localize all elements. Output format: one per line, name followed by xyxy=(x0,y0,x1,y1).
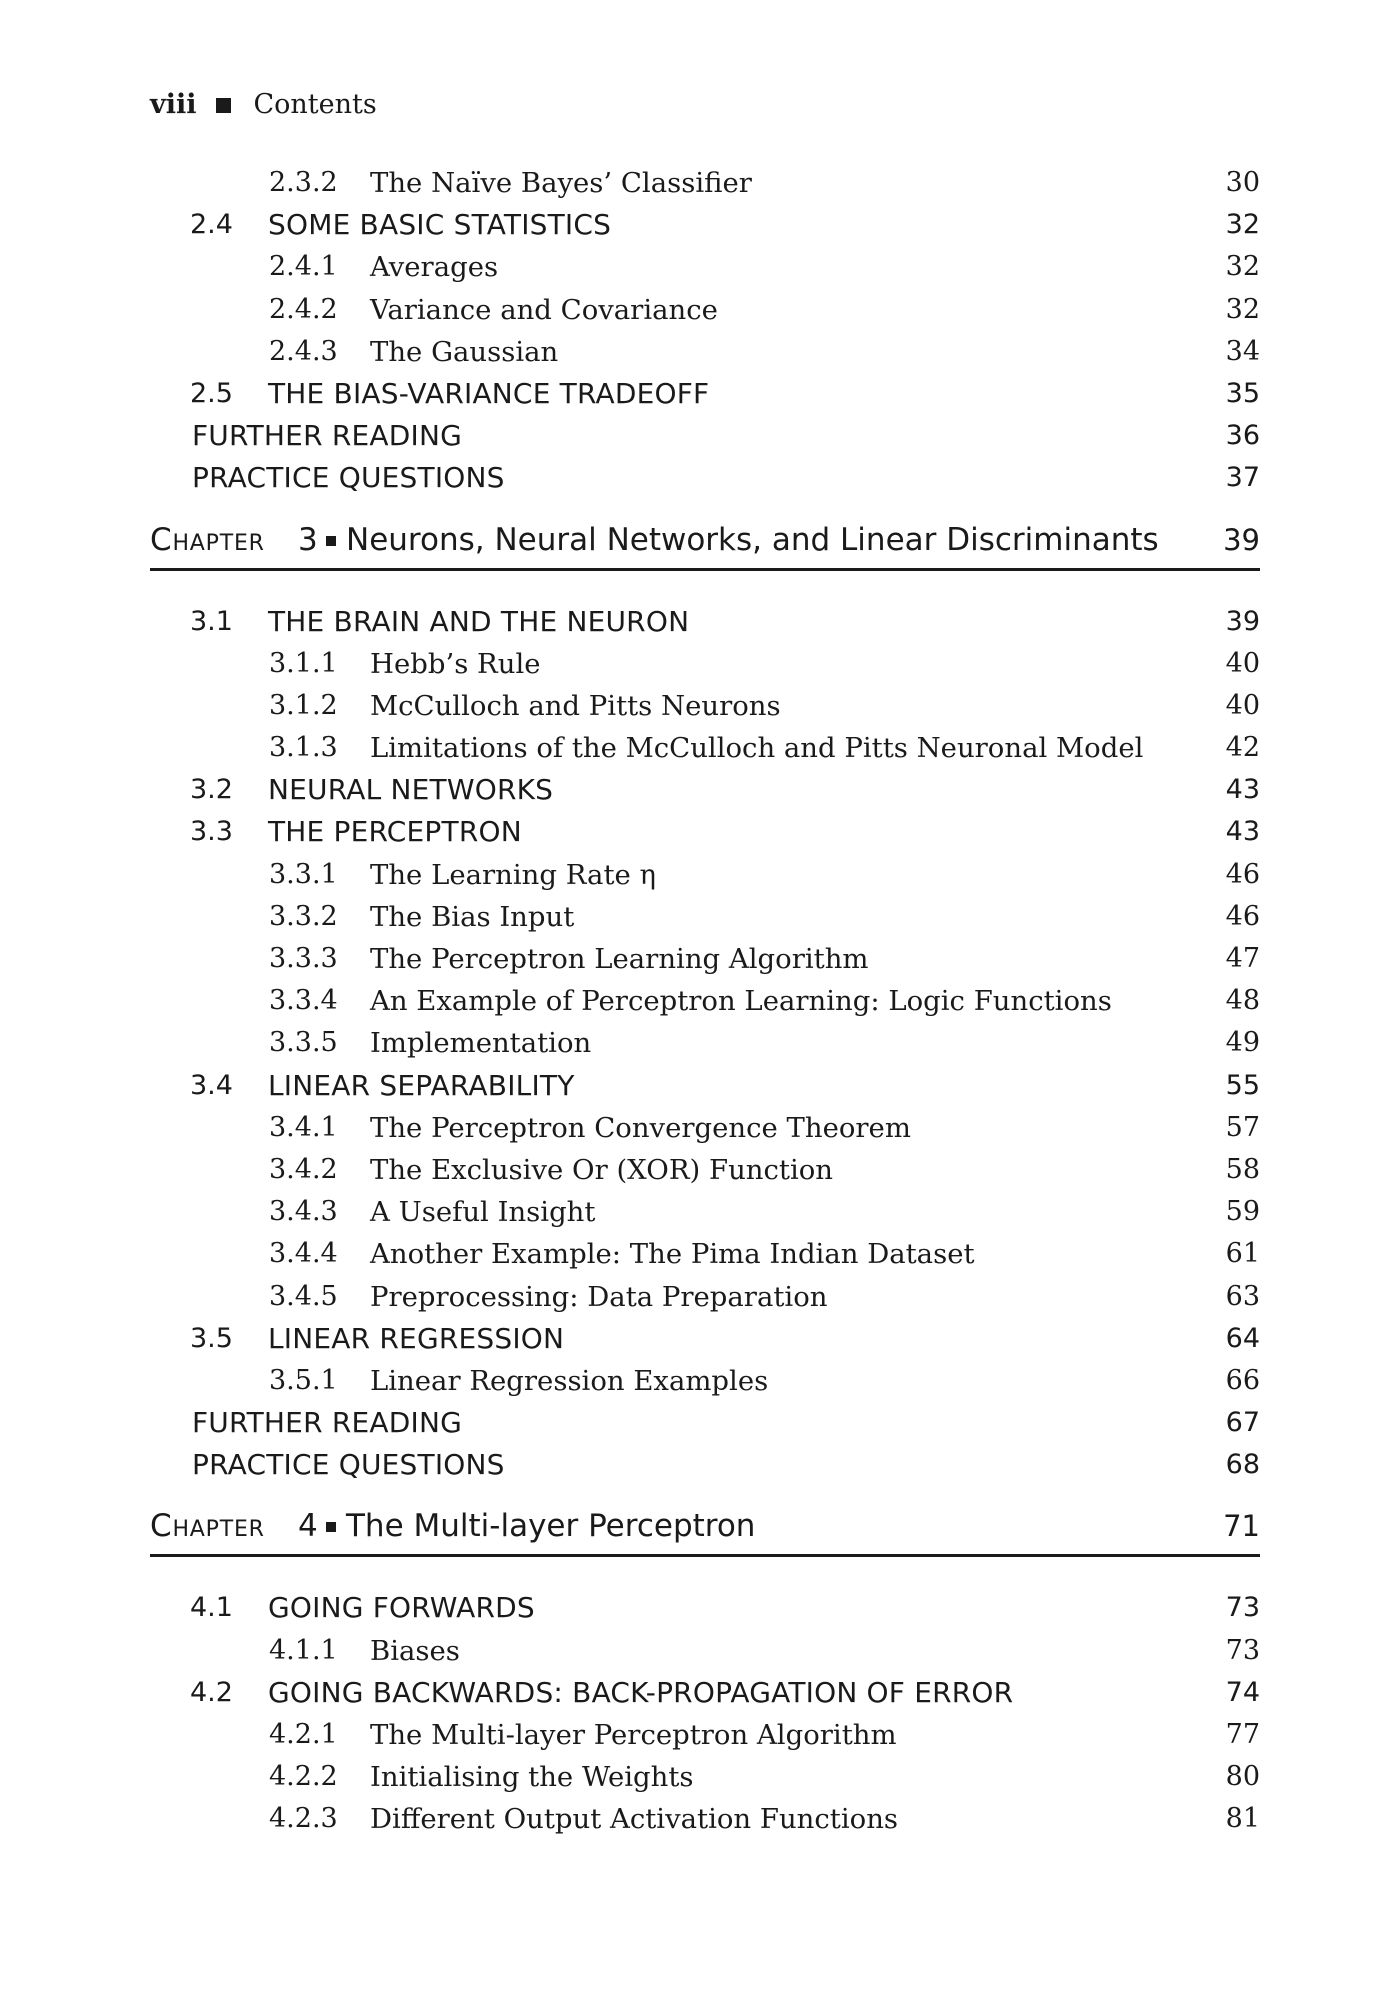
section-title: THE BIAS-VARIANCE TRADEOFF xyxy=(268,376,710,410)
page-number: 40 xyxy=(1225,689,1260,721)
chapter-label: Chapter xyxy=(150,1508,265,1545)
toc-misc-entry xyxy=(150,457,1260,499)
toc-subsection-entry xyxy=(150,1630,1260,1672)
subsection-title: Averages xyxy=(370,251,499,284)
subsection-number: 4.2.1 xyxy=(269,1719,338,1750)
subsection-number: 3.1.2 xyxy=(269,689,338,721)
page-number: 71 xyxy=(1223,1509,1260,1544)
page-number: 61 xyxy=(1225,1238,1260,1270)
toc-subsection-entry xyxy=(150,1233,1260,1275)
page-number: 39 xyxy=(1225,605,1260,637)
subsection-number: 4.2.3 xyxy=(269,1803,338,1835)
page-number: 30 xyxy=(1225,167,1260,198)
chapter-number: 3 xyxy=(298,521,318,558)
toc-subsection-entry xyxy=(150,1107,1260,1149)
entry-title: PRACTICE QUESTIONS xyxy=(192,1448,505,1482)
page-folio: viii xyxy=(150,89,197,120)
toc-subsection-entry xyxy=(150,1360,1260,1402)
subsection-title: Linear Regression Examples xyxy=(370,1364,769,1397)
toc-subsection-entry xyxy=(150,289,1260,331)
page-number: 48 xyxy=(1225,985,1260,1017)
toc-section-entry xyxy=(150,1587,1260,1629)
page-number: 73 xyxy=(1225,1634,1260,1666)
toc-subsection-entry xyxy=(150,331,1260,373)
section-number: 3.1 xyxy=(190,605,233,637)
subsection-title: A Useful Insight xyxy=(370,1196,596,1229)
subsection-title: An Example of Perceptron Learning: Logic Functions xyxy=(370,985,1112,1018)
toc-section-entry xyxy=(150,1065,1260,1107)
page-number: 80 xyxy=(1225,1761,1260,1793)
page-number: 57 xyxy=(1225,1111,1260,1143)
page-number: 74 xyxy=(1225,1676,1260,1708)
chapter-title: The Multi-layer Perceptron xyxy=(346,1508,756,1545)
subsection-number: 3.4.4 xyxy=(269,1238,338,1270)
subsection-number: 3.3.5 xyxy=(269,1027,338,1059)
subsection-title: The Exclusive Or (XOR) Function xyxy=(370,1153,834,1186)
subsection-title: Initialising the Weights xyxy=(370,1761,694,1794)
page-number: 47 xyxy=(1225,943,1260,974)
section-title: SOME BASIC STATISTICS xyxy=(268,208,612,242)
entry-title: FURTHER READING xyxy=(192,1406,462,1440)
section-number: 3.4 xyxy=(190,1069,233,1101)
page-number: 63 xyxy=(1225,1280,1260,1312)
subsection-number: 3.1.3 xyxy=(269,732,338,764)
subsection-title: Hebb’s Rule xyxy=(370,647,541,680)
page-number: 40 xyxy=(1225,647,1260,679)
subsection-title: The Gaussian xyxy=(370,335,559,368)
chapter-title: Neurons, Neural Networks, and Linear Discriminants xyxy=(346,521,1159,558)
toc-subsection-entry xyxy=(150,1149,1260,1191)
page-number: 43 xyxy=(1225,774,1260,806)
page-number: 42 xyxy=(1225,732,1260,764)
toc-section-entry xyxy=(150,811,1260,853)
section-number: 4.1 xyxy=(190,1592,233,1624)
page-number: 37 xyxy=(1225,462,1260,494)
section-number: 2.4 xyxy=(190,209,233,241)
subsection-title: The Naïve Bayes’ Classifier xyxy=(370,167,752,199)
square-bullet-icon xyxy=(326,1522,336,1532)
page-number: 58 xyxy=(1225,1153,1260,1185)
toc-subsection-entry xyxy=(150,246,1260,288)
subsection-number: 3.1.1 xyxy=(269,647,338,679)
subsection-title: Preprocessing: Data Preparation xyxy=(370,1280,828,1313)
subsection-title: Different Output Activation Functions xyxy=(370,1803,899,1836)
page-number: 46 xyxy=(1225,900,1260,932)
toc-section-entry xyxy=(150,1672,1260,1714)
subsection-number: 2.4.1 xyxy=(269,251,338,283)
section-number: 4.2 xyxy=(190,1676,233,1708)
toc-misc-entry xyxy=(150,415,1260,457)
subsection-title: The Bias Input xyxy=(370,900,575,933)
toc-subsection-entry xyxy=(150,938,1260,980)
toc-misc-entry xyxy=(150,1444,1260,1486)
page-number: 32 xyxy=(1225,251,1260,283)
section-number: 2.5 xyxy=(190,377,233,409)
section-title: GOING BACKWARDS: BACK-PROPAGATION OF ERROR xyxy=(268,1675,1014,1709)
toc-chapter-heading xyxy=(150,514,1260,571)
chapter-label: Chapter xyxy=(150,521,265,558)
subsection-number: 3.3.4 xyxy=(269,985,338,1017)
square-bullet-icon xyxy=(326,536,336,546)
toc-subsection-entry xyxy=(150,1276,1260,1318)
page-number: 49 xyxy=(1225,1027,1260,1059)
subsection-title: The Perceptron Convergence Theorem xyxy=(370,1111,911,1144)
page-number: 35 xyxy=(1225,377,1260,409)
subsection-title: McCulloch and Pitts Neurons xyxy=(370,689,781,722)
toc-subsection-entry xyxy=(150,980,1260,1022)
toc-subsection-entry xyxy=(150,162,1260,204)
toc-subsection-entry xyxy=(150,1798,1260,1840)
subsection-title: Variance and Covariance xyxy=(370,293,718,326)
toc-subsection-entry xyxy=(150,854,1260,896)
section-title: GOING FORWARDS xyxy=(268,1591,535,1625)
section-number: 3.5 xyxy=(190,1322,233,1354)
toc-section-entry xyxy=(150,373,1260,415)
subsection-number: 4.2.2 xyxy=(269,1761,338,1793)
section-title: LINEAR SEPARABILITY xyxy=(268,1068,575,1102)
page-number: 73 xyxy=(1225,1592,1260,1624)
running-head-title: Contents xyxy=(253,89,377,120)
section-number: 3.2 xyxy=(190,774,233,806)
toc-subsection-entry xyxy=(150,896,1260,938)
subsection-title: Implementation xyxy=(370,1027,592,1060)
subsection-number: 3.4.2 xyxy=(269,1153,338,1185)
subsection-title: Limitations of the McCulloch and Pitts Neuronal Model xyxy=(370,732,1144,765)
page-number: 36 xyxy=(1225,420,1260,452)
chapter-number: 4 xyxy=(298,1508,318,1545)
page-number: 46 xyxy=(1225,858,1260,890)
section-title: THE PERCEPTRON xyxy=(268,815,522,849)
toc-subsection-entry xyxy=(150,1714,1260,1756)
toc-section-entry xyxy=(150,769,1260,811)
subsection-title: Another Example: The Pima Indian Dataset xyxy=(370,1238,975,1271)
toc-section-entry xyxy=(150,601,1260,643)
subsection-title: The Multi-layer Perceptron Algorithm xyxy=(370,1719,897,1751)
subsection-number: 3.3.2 xyxy=(269,900,338,932)
toc-section-entry xyxy=(150,204,1260,246)
page-number: 32 xyxy=(1225,209,1260,241)
page-number: 39 xyxy=(1223,522,1260,557)
page-number: 34 xyxy=(1225,335,1260,367)
page-number: 68 xyxy=(1225,1449,1260,1481)
subsection-number: 2.4.3 xyxy=(269,335,338,367)
subsection-number: 3.5.1 xyxy=(269,1364,338,1396)
page-number: 43 xyxy=(1225,816,1260,848)
page-number: 32 xyxy=(1225,293,1260,325)
subsection-title: Biases xyxy=(370,1634,460,1667)
subsection-number: 3.3.3 xyxy=(269,943,338,974)
section-number: 3.3 xyxy=(190,816,233,848)
subsection-title: The Learning Rate η xyxy=(370,858,656,891)
toc-subsection-entry xyxy=(150,727,1260,769)
subsection-number: 2.3.2 xyxy=(269,167,338,198)
subsection-number: 2.4.2 xyxy=(269,293,338,325)
page-number: 59 xyxy=(1225,1196,1260,1228)
toc-subsection-entry xyxy=(150,643,1260,685)
toc-subsection-entry xyxy=(150,685,1260,727)
toc-subsection-entry xyxy=(150,1191,1260,1233)
subsection-title: The Perceptron Learning Algorithm xyxy=(370,943,869,975)
subsection-number: 3.3.1 xyxy=(269,858,338,890)
entry-title: PRACTICE QUESTIONS xyxy=(192,461,505,495)
page-number: 67 xyxy=(1225,1407,1260,1439)
section-title: THE BRAIN AND THE NEURON xyxy=(268,604,690,638)
toc-misc-entry xyxy=(150,1402,1260,1444)
page-number: 66 xyxy=(1225,1364,1260,1396)
toc-subsection-entry xyxy=(150,1022,1260,1064)
section-title: NEURAL NETWORKS xyxy=(268,773,554,807)
entry-title: FURTHER READING xyxy=(192,419,462,453)
running-head xyxy=(150,88,377,122)
page-number: 81 xyxy=(1225,1803,1260,1835)
subsection-number: 3.4.1 xyxy=(269,1111,338,1143)
section-title: LINEAR REGRESSION xyxy=(268,1321,565,1355)
square-bullet-icon xyxy=(216,98,231,113)
subsection-number: 3.4.3 xyxy=(269,1196,338,1228)
subsection-number: 3.4.5 xyxy=(269,1280,338,1312)
page-number: 64 xyxy=(1225,1322,1260,1354)
toc-section-entry xyxy=(150,1318,1260,1360)
page-number: 77 xyxy=(1225,1719,1260,1750)
toc-subsection-entry xyxy=(150,1756,1260,1798)
subsection-number: 4.1.1 xyxy=(269,1634,338,1666)
page-number: 55 xyxy=(1225,1069,1260,1101)
table-of-contents xyxy=(150,162,1260,1841)
toc-chapter-heading xyxy=(150,1500,1260,1557)
